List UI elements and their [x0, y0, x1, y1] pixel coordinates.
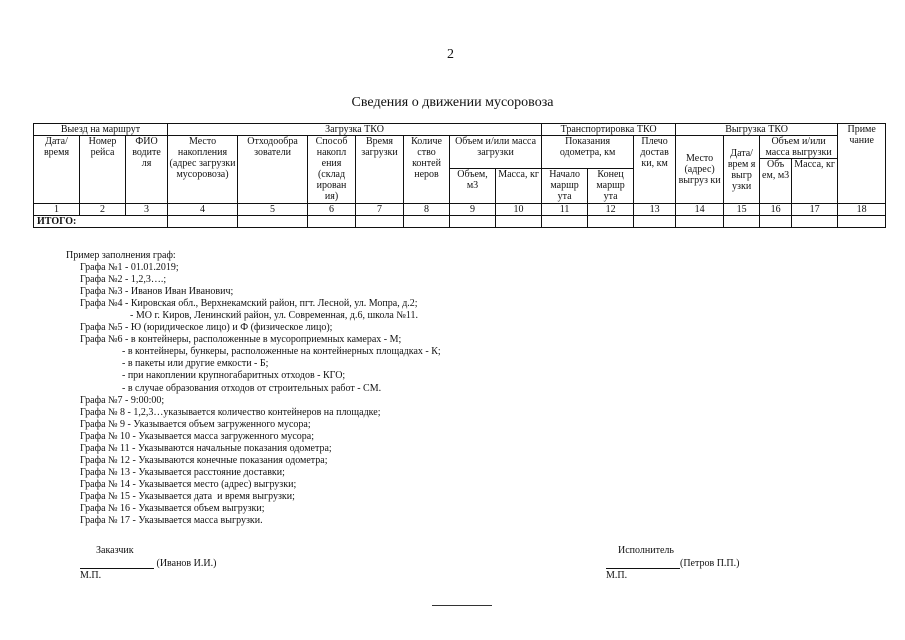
header-delivery-distance: Плечо достав ки, км — [634, 136, 676, 204]
header-load-volume-mass: Объем и/или масса загрузки — [450, 136, 542, 169]
example-line: Графа № 8 - 1,2,3…указывается количество контейнеров на площадке; — [80, 406, 381, 418]
example-line: Графа № 13 - Указывается расстояние доставки; — [80, 466, 285, 478]
example-line: Графа № 12 - Указываются конечные показания одометра; — [80, 454, 328, 466]
example-line: Графа №2 - 1,2,3….; — [80, 274, 167, 286]
header-accumulation-place: Место накопления (адрес загрузки мусоровоза) — [168, 136, 238, 204]
example-line: - МО г. Киров, Ленинский район, ул. Современная, д.6, школа №11. — [130, 310, 419, 322]
header-storage-method: Способ накопл ения (склад ирован ия) — [308, 136, 356, 204]
total-cell — [496, 216, 542, 228]
header-odometer: Показания одометра, км — [542, 136, 634, 169]
contractor-signature-line — [606, 557, 680, 569]
total-cell — [356, 216, 404, 228]
header-container-count: Количе ство контей неров — [404, 136, 450, 204]
example-line: Графа №5 - Ю (юридическое лицо) и Ф (физическое лицо); — [80, 322, 333, 334]
column-number: 15 — [724, 204, 760, 216]
total-cell — [542, 216, 588, 228]
column-number: 5 — [238, 204, 308, 216]
column-number: 8 — [404, 204, 450, 216]
column-number: 1 — [34, 204, 80, 216]
total-cell — [404, 216, 450, 228]
header-date-time: Дата/ время — [34, 136, 80, 204]
header-trip-number: Номер рейса — [80, 136, 126, 204]
example-line: - при накоплении крупногабаритных отходов - КГО; — [122, 370, 346, 382]
customer-stamp: М.П. — [80, 570, 102, 581]
column-number: 18 — [838, 204, 886, 216]
contractor-name: (Петров П.П.) — [680, 558, 740, 569]
column-number: 17 — [792, 204, 838, 216]
contractor-signature — [606, 557, 739, 569]
column-number: 10 — [496, 204, 542, 216]
document-title: Сведения о движении мусоровоза — [351, 95, 554, 110]
total-cell — [634, 216, 676, 228]
example-line: Графа №6 - в контейнеры, расположенные в мусороприемных камерах - М; — [80, 334, 402, 346]
contractor-label: Исполнитель — [618, 545, 674, 556]
header-route-end: Конец маршр ута — [588, 169, 634, 204]
footer-rule — [432, 605, 492, 606]
header-waste-producers: Отходообра зователи — [238, 136, 308, 204]
example-line: Графа № 14 - Указывается место (адрес) выгрузки; — [80, 478, 297, 490]
header-load-volume: Объем, м3 — [450, 169, 496, 204]
column-number: 13 — [634, 204, 676, 216]
example-line: Графа №7 - 9:00:00; — [80, 394, 165, 406]
movement-table — [33, 123, 886, 228]
header-load-time: Время загрузки — [356, 136, 404, 204]
total-cell — [676, 216, 724, 228]
total-cell — [588, 216, 634, 228]
group-departure: Выезд на маршрут — [34, 124, 168, 136]
total-cell — [238, 216, 308, 228]
header-unload-date-time: Дата/ врем я выгр узки — [724, 136, 760, 204]
header-unload-place: Место (адрес) выгруз ки — [676, 136, 724, 204]
column-number: 2 — [80, 204, 126, 216]
example-line: Графа № 11 - Указываются начальные показания одометра; — [80, 442, 332, 454]
column-number: 9 — [450, 204, 496, 216]
example-line: - в контейнеры, бункеры, расположенные на контейнерных площадках - К; — [122, 346, 441, 358]
group-loading: Загрузка ТКО — [168, 124, 542, 136]
customer-signature — [80, 557, 216, 569]
column-number: 14 — [676, 204, 724, 216]
column-number: 6 — [308, 204, 356, 216]
total-cell — [838, 216, 886, 228]
customer-name: (Иванов И.И.) — [156, 558, 217, 569]
total-cell — [724, 216, 760, 228]
customer-signature-line — [80, 557, 154, 569]
example-line: Графа №4 - Кировская обл., Верхнекамский район, пгт. Лесной, ул. Мопра, д.2; — [80, 298, 418, 310]
example-line: Графа № 16 - Указывается объем выгрузки; — [80, 502, 265, 514]
example-line: Графа № 17 - Указывается масса выгрузки. — [80, 515, 263, 527]
header-unload-volume: Объ ем, м3 — [760, 159, 792, 204]
group-unloading: Выгрузка ТКО — [676, 124, 838, 136]
header-unload-volume-mass: Объем и/или масса выгрузки — [760, 136, 838, 159]
example-line: Графа №1 - 01.01.2019; — [80, 262, 179, 274]
page-number: 2 — [447, 47, 454, 62]
filling-example — [66, 250, 441, 527]
example-line: - в пакеты или другие емкости - Б; — [122, 358, 269, 370]
total-label: ИТОГО: — [34, 216, 168, 228]
header-route-start: Начало маршр ута — [542, 169, 588, 204]
column-number: 3 — [126, 204, 168, 216]
example-heading: Пример заполнения граф: — [66, 250, 176, 261]
contractor-stamp: М.П. — [606, 570, 628, 581]
column-number: 16 — [760, 204, 792, 216]
column-number: 7 — [356, 204, 404, 216]
header-driver-name: ФИО водите ля — [126, 136, 168, 204]
example-line: Графа № 10 - Указывается масса загруженного мусора; — [80, 430, 315, 442]
total-cell — [760, 216, 792, 228]
header-note: Приме чание — [838, 124, 886, 204]
total-cell — [792, 216, 838, 228]
header-load-mass: Масса, кг — [496, 169, 542, 204]
column-number: 4 — [168, 204, 238, 216]
total-cell — [450, 216, 496, 228]
example-line: - в случае образования отходов от строительных работ - СМ. — [122, 382, 382, 394]
example-line: Графа № 15 - Указывается дата и время выгрузки; — [80, 490, 295, 502]
total-cell — [168, 216, 238, 228]
customer-label: Заказчик — [96, 545, 134, 556]
example-line: Графа № 9 - Указывается объем загруженного мусора; — [80, 418, 311, 430]
group-transport: Транспортировка ТКО — [542, 124, 676, 136]
column-number: 11 — [542, 204, 588, 216]
example-line: Графа №3 - Иванов Иван Иванович; — [80, 286, 234, 298]
column-number: 12 — [588, 204, 634, 216]
header-unload-mass: Масса, кг — [792, 159, 838, 204]
total-cell — [308, 216, 356, 228]
